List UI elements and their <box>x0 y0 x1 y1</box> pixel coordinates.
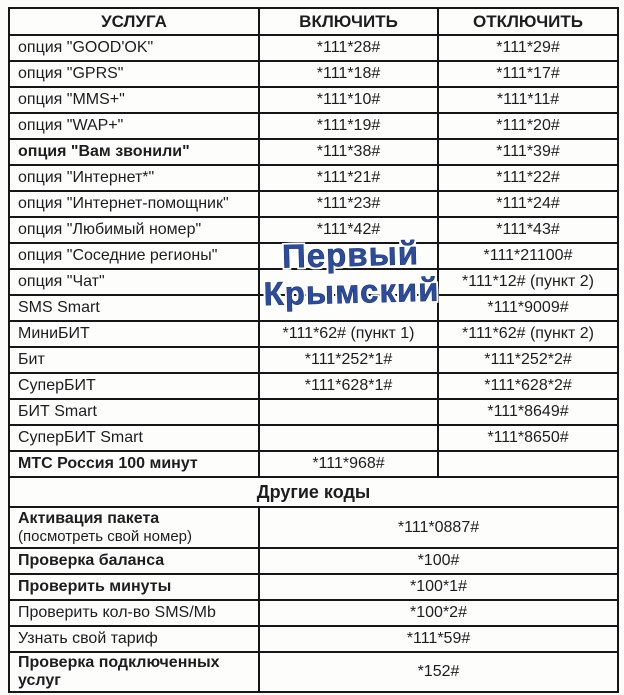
service-cell: опция "Интернет-помощник" <box>9 191 259 217</box>
table-row <box>9 217 618 243</box>
table-row <box>9 347 618 373</box>
disable-code-cell: *111*12# (пункт 2) <box>438 269 618 295</box>
table-row <box>9 451 618 477</box>
table-row <box>9 35 618 61</box>
enable-code-cell: *111*23# <box>259 191 438 217</box>
service-cell: Проверить кол-во SMS/Mb <box>9 600 259 626</box>
enable-code-cell: *111*42# <box>259 217 438 243</box>
ussd-codes-table <box>8 7 619 693</box>
table-row <box>9 600 618 626</box>
disable-code-cell: *111*628*2# <box>438 373 618 399</box>
enable-code-cell: *111*10# <box>259 87 438 113</box>
enable-code-cell: *111*18# <box>259 61 438 87</box>
table-row <box>9 269 618 295</box>
code-cell: *100# <box>259 548 618 574</box>
service-cell: опция "Вам звонили" <box>9 139 259 165</box>
code-cell: *111*59# <box>259 626 618 652</box>
enable-code-cell <box>259 425 438 451</box>
table-row <box>9 61 618 87</box>
enable-code-cell: *111*62# (пункт 1) <box>259 321 438 347</box>
enable-code-cell <box>259 243 438 269</box>
table-row <box>9 243 618 269</box>
enable-code-cell: *111*38# <box>259 139 438 165</box>
service-cell: SMS Smart <box>9 295 259 321</box>
service-cell: опция "MMS+" <box>9 87 259 113</box>
disable-code-cell: *111*8649# <box>438 399 618 425</box>
service-cell: опция "Соседние регионы" <box>9 243 259 269</box>
table-row <box>9 507 618 548</box>
table-row <box>9 574 618 600</box>
code-cell: *111*0887# <box>259 507 618 548</box>
service-cell: СуперБИТ <box>9 373 259 399</box>
service-cell: опция "GOOD'OK" <box>9 35 259 61</box>
table-row <box>9 191 618 217</box>
enable-code-cell <box>259 295 438 321</box>
disable-code-cell: *111*24# <box>438 191 618 217</box>
enable-code-cell: *111*21# <box>259 165 438 191</box>
enable-code-cell: *111*28# <box>259 35 438 61</box>
service-cell: Проверка баланса <box>9 548 259 574</box>
enable-code-cell: *111*252*1# <box>259 347 438 373</box>
table-row <box>9 321 618 347</box>
table-row <box>9 113 618 139</box>
disable-code-cell: *111*21100# <box>438 243 618 269</box>
watermark-line2: Крымский <box>263 270 440 313</box>
service-cell: БИТ Smart <box>9 399 259 425</box>
column-header-disable: ОТКЛЮЧИТЬ <box>438 8 618 35</box>
ussd-codes-table-wrap <box>8 7 619 693</box>
table-row <box>9 87 618 113</box>
service-cell: Проверить минуты <box>9 574 259 600</box>
enable-code-cell <box>259 399 438 425</box>
disable-code-cell: *111*8650# <box>438 425 618 451</box>
disable-code-cell: *111*22# <box>438 165 618 191</box>
table-row <box>9 399 618 425</box>
column-header-service: УСЛУГА <box>9 8 259 35</box>
service-cell: опция "Любимый номер" <box>9 217 259 243</box>
table-row <box>9 626 618 652</box>
service-cell: опция "Интернет*" <box>9 165 259 191</box>
service-cell: МТС Россия 100 минут <box>9 451 259 477</box>
code-cell: *100*2# <box>259 600 618 626</box>
disable-code-cell: *111*17# <box>438 61 618 87</box>
service-cell <box>9 507 259 548</box>
section-header-row <box>9 477 618 507</box>
disable-code-cell: *111*9009# <box>438 295 618 321</box>
table-row <box>9 425 618 451</box>
table-row <box>9 652 618 692</box>
table-row <box>9 139 618 165</box>
disable-code-cell: *111*20# <box>438 113 618 139</box>
service-cell: опция "Чат" <box>9 269 259 295</box>
code-cell: *100*1# <box>259 574 618 600</box>
service-cell: Бит <box>9 347 259 373</box>
section-title: Другие коды <box>9 477 618 507</box>
service-cell: МиниБИТ <box>9 321 259 347</box>
disable-code-cell: *111*29# <box>438 35 618 61</box>
watermark-line1: Первый <box>281 234 420 275</box>
disable-code-cell: *111*62# (пункт 2) <box>438 321 618 347</box>
code-cell: *152# <box>259 652 618 692</box>
service-cell: Проверка подключенных услуг <box>9 652 259 692</box>
disable-code-cell: *111*39# <box>438 139 618 165</box>
table-row <box>9 548 618 574</box>
disable-code-cell <box>438 451 618 477</box>
service-cell: Узнать свой тариф <box>9 626 259 652</box>
disable-code-cell: *111*43# <box>438 217 618 243</box>
disable-code-cell: *111*252*2# <box>438 347 618 373</box>
table-row <box>9 165 618 191</box>
service-cell: СуперБИТ Smart <box>9 425 259 451</box>
enable-code-cell: *111*19# <box>259 113 438 139</box>
service-cell: опция "WAP+" <box>9 113 259 139</box>
table-row <box>9 295 618 321</box>
table-header-row <box>9 8 618 35</box>
service-note: (посмотреть свой номер) <box>18 527 193 545</box>
service-label: Активация пакета <box>18 509 160 527</box>
table-row <box>9 373 618 399</box>
disable-code-cell: *111*11# <box>438 87 618 113</box>
enable-code-cell: *111*628*1# <box>259 373 438 399</box>
enable-code-cell <box>259 269 438 295</box>
enable-code-cell: *111*968# <box>259 451 438 477</box>
column-header-enable: ВКЛЮЧИТЬ <box>259 8 438 35</box>
service-cell: опция "GPRS" <box>9 61 259 87</box>
